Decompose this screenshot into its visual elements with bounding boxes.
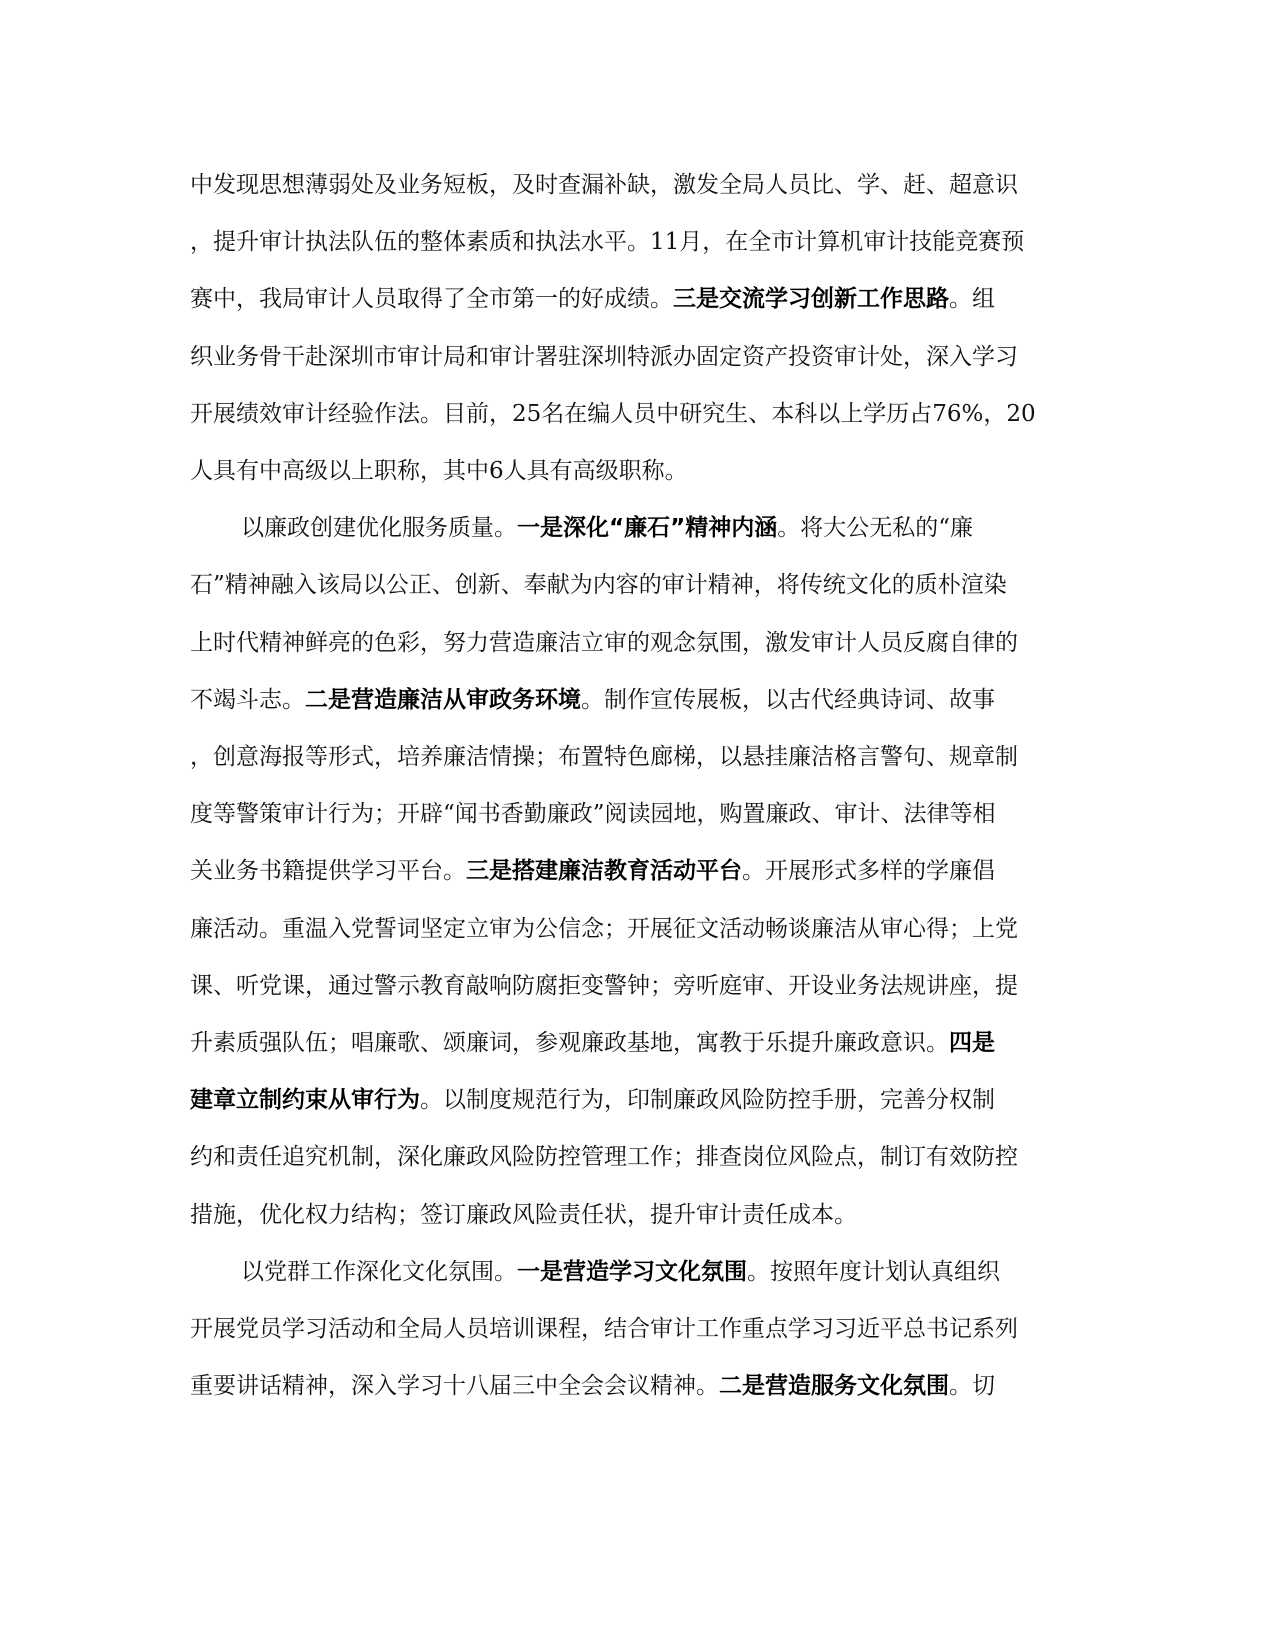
body-text: 度等警策审计行为；开辟“闻书香勤廉政”阅读园地，购置廉政、审计、法律等相: [190, 801, 996, 828]
text-line: [190, 623, 1090, 663]
text-line: [190, 451, 1090, 491]
body-text: 织业务骨干赴深圳市审计局和审计署驻深圳特派办固定资产投资审计处，深入学习: [190, 343, 1018, 370]
text-line: [190, 909, 1090, 949]
bold-heading-text: 四是: [949, 1030, 995, 1056]
body-text: 。以制度规范行为，印制廉政风险防控手册，完善分权制: [420, 1087, 995, 1114]
body-text: 升素质强队伍；唱廉歌、颂廉词，参观廉政基地，寓教于乐提升廉政意识。: [190, 1030, 949, 1056]
bold-heading-text: 三是交流学习创新工作思路: [673, 286, 949, 313]
text-line: [190, 337, 1090, 377]
body-text: 以廉政创建优化服务质量。: [241, 515, 517, 542]
text-line: [190, 851, 1090, 891]
body-text: 约和责任追究机制，深化廉政风险防控管理工作；排查岗位风险点，制订有效防控: [190, 1144, 1018, 1171]
body-text: ，创意海报等形式，培养廉洁情操；布置特色廊梯，以悬挂廉洁格言警句、规章制: [190, 744, 1018, 770]
text-line: [190, 165, 1090, 205]
bold-heading-text: 一是深化“廉石”精神内涵: [517, 515, 778, 542]
text-line: [190, 680, 1090, 720]
body-text: 。将大公无私的“廉: [777, 515, 973, 542]
paragraph-first-line: [241, 508, 1141, 548]
body-text: 人具有中高级以上职称，其中6人具有高级职称。: [190, 458, 688, 484]
body-text: 开展党员学习活动和全局人员培训课程，结合审计工作重点学习习近平总书记系列: [190, 1316, 1018, 1342]
text-line: [190, 1080, 1090, 1120]
body-text: 不竭斗志。: [190, 686, 305, 713]
text-line: [190, 1195, 1090, 1235]
text-line: [190, 1309, 1090, 1349]
text-line: [190, 794, 1090, 834]
text-line: [190, 279, 1090, 319]
text-line: [190, 737, 1090, 777]
body-text: 赛中，我局审计人员取得了全市第一的好成绩。: [190, 286, 673, 313]
body-text: 石”精神融入该局以公正、创新、奉献为内容的审计精神，将传统文化的质朴渲染: [190, 572, 1007, 599]
body-text: 。开展形式多样的学廉倡: [742, 858, 995, 885]
body-text: 开展绩效审计经验作法。目前，25名在编人员中研究生、本科以上学历占76%，20: [190, 400, 1036, 427]
body-text: 课、听党课，通过警示教育敲响防腐拒变警钟；旁听庭审、开设业务法规讲座，提: [190, 972, 1018, 999]
bold-heading-text: 建章立制约束从审行为: [190, 1087, 420, 1114]
text-line: [190, 1366, 1090, 1406]
paragraph-first-line: [241, 1252, 1141, 1292]
bold-heading-text: 二是营造廉洁从审政务环境: [305, 686, 581, 713]
text-line: [190, 966, 1090, 1006]
bold-heading-text: 一是营造学习文化氛围: [517, 1258, 747, 1285]
text-line: [190, 1023, 1090, 1063]
body-text: 。切: [949, 1373, 995, 1400]
body-text: 措施，优化权力结构；签订廉政风险责任状，提升审计责任成本。: [190, 1201, 857, 1228]
body-text: 重要讲话精神，深入学习十八届三中全会会议精神。: [190, 1373, 719, 1400]
body-text: 。组: [949, 286, 995, 313]
body-text: 。按照年度计划认真组织: [747, 1258, 1000, 1285]
body-text: 上时代精神鲜亮的色彩，努力营造廉洁立审的观念氛围，激发审计人员反腐自律的: [190, 629, 1018, 656]
bold-heading-text: 二是营造服务文化氛围: [719, 1373, 949, 1400]
body-text: 廉活动。重温入党誓词坚定立审为公信念；开展征文活动畅谈廉洁从审心得；上党: [190, 915, 1018, 942]
text-line: [190, 394, 1090, 434]
text-line: [190, 565, 1090, 605]
text-line: [190, 1137, 1090, 1177]
bold-heading-text: 三是搭建廉洁教育活动平台: [466, 858, 742, 885]
body-text: ，提升审计执法队伍的整体素质和执法水平。11月，在全市计算机审计技能竞赛预: [190, 229, 1025, 256]
body-text: 。制作宣传展板，以古代经典诗词、故事: [581, 686, 995, 713]
body-text: 关业务书籍提供学习平台。: [190, 858, 466, 885]
body-text: 中发现思想薄弱处及业务短板，及时查漏补缺，激发全局人员比、学、赶、超意识: [190, 172, 1018, 198]
text-line: [190, 222, 1090, 262]
body-text: 以党群工作深化文化氛围。: [241, 1258, 517, 1285]
